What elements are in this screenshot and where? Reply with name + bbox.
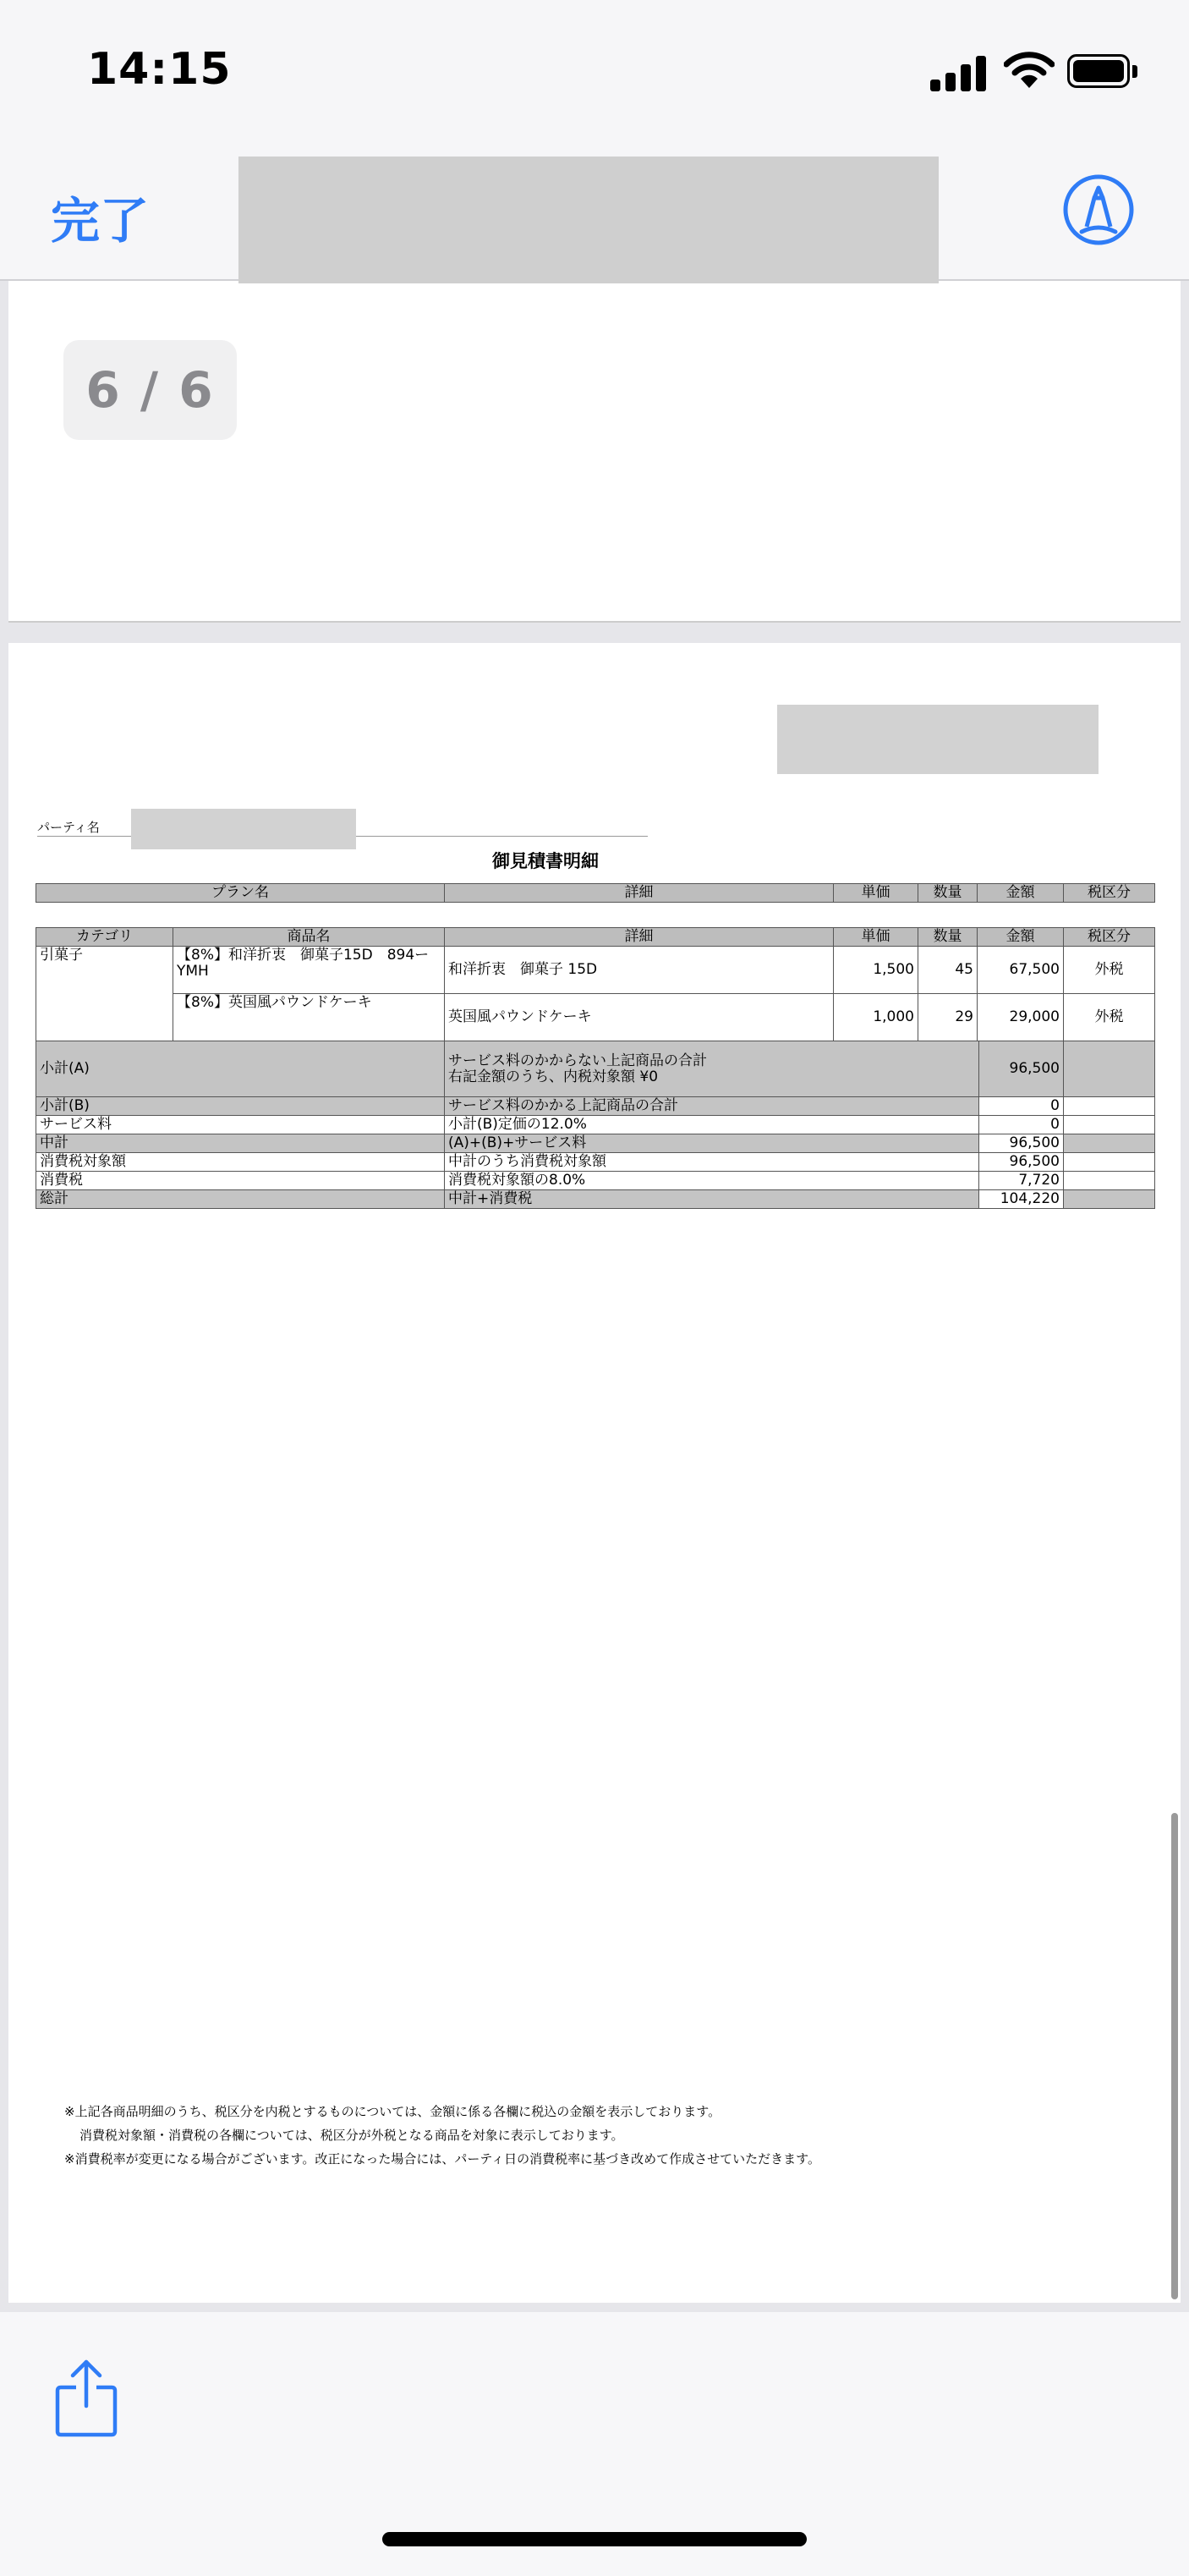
- header-quantity: 数量: [918, 928, 978, 947]
- summary-row-grand-total: [36, 1190, 1155, 1209]
- summary-row-midtotal: [36, 1134, 1155, 1153]
- note-line: ※消費税率が変更になる場合がございます。改正になった場合には、パーティ日の消費税率に基づき改めて作成させていただきます。: [64, 2151, 820, 2167]
- header-unit-price: 単価: [834, 928, 918, 947]
- battery-icon: [1067, 54, 1140, 90]
- summary-detail: 消費税対象額の8.0%: [445, 1172, 979, 1190]
- summary-label: 総計: [36, 1190, 445, 1209]
- item-table: [36, 927, 1155, 1041]
- summary-label: 中計: [36, 1134, 445, 1153]
- summary-blank: [1064, 1097, 1155, 1116]
- unit-price-cell: 1,000: [834, 994, 918, 1041]
- summary-detail: 小計(B)定価の12.0%: [445, 1116, 979, 1134]
- detail-cell: 英国風パウンドケーキ: [445, 994, 834, 1041]
- table-row: [36, 994, 1155, 1041]
- amount-cell: 29,000: [978, 994, 1064, 1041]
- pdf-page-current: [8, 643, 1181, 2303]
- header-tax-type: 税区分: [1064, 928, 1155, 947]
- summary-amount: 96,500: [979, 1041, 1064, 1097]
- header-category: カテゴリ: [36, 928, 173, 947]
- share-icon[interactable]: [54, 2357, 118, 2438]
- summary-blank: [1064, 1134, 1155, 1153]
- note-line: ※上記各商品明細のうち、税区分を内税とするものについては、金額に係る各欄に税込の金額を表示しております。: [64, 2104, 721, 2119]
- page-indicator: 6 / 6: [63, 340, 237, 440]
- header-unit-price: 単価: [834, 884, 918, 903]
- summary-amount: 7,720: [979, 1172, 1064, 1190]
- category-cell: 引菓子: [36, 947, 173, 1041]
- done-button[interactable]: 完了: [51, 192, 150, 250]
- summary-row-tax: [36, 1172, 1155, 1190]
- notes: [64, 2100, 820, 2171]
- markup-pen-icon[interactable]: [1061, 173, 1136, 247]
- header-item-name: 商品名: [173, 928, 445, 947]
- logo-redacted-area: [777, 705, 1099, 774]
- header-detail: 詳細: [445, 928, 834, 947]
- scrollbar-thumb[interactable]: [1171, 1813, 1178, 2299]
- detail-cell: 和洋折衷 御菓子 15D: [445, 947, 834, 994]
- quantity-cell: 45: [918, 947, 978, 994]
- party-label: パーティ名: [37, 820, 100, 835]
- summary-amount: 104,220: [979, 1190, 1064, 1209]
- pdf-page-previous: [8, 281, 1181, 623]
- unit-price-cell: 1,500: [834, 947, 918, 994]
- header-plan-name: プラン名: [36, 884, 445, 903]
- header-quantity: 数量: [918, 884, 978, 903]
- summary-detail: 中計+消費税: [445, 1190, 979, 1209]
- summary-row-service-fee: [36, 1116, 1155, 1134]
- summary-detail: サービス料のかかる上記商品の合計: [445, 1097, 979, 1116]
- home-indicator: [382, 2532, 807, 2546]
- summary-blank: [1064, 1190, 1155, 1209]
- note-line: 消費税対象額・消費税の各欄については、税区分が外税となる商品を対象に表示しております。: [79, 2128, 624, 2143]
- summary-detail-line: サービス料のかからない上記商品の合計: [448, 1052, 707, 1069]
- summary-label: 消費税対象額: [36, 1153, 445, 1172]
- document-title: 御見積書明細: [492, 851, 599, 871]
- header-detail: 詳細: [445, 884, 834, 903]
- summary-detail: 中計のうち消費税対象額: [445, 1153, 979, 1172]
- header-tax-type: 税区分: [1064, 884, 1155, 903]
- tax-type-cell: 外税: [1064, 994, 1155, 1041]
- item-name-cell: 【8%】和洋折衷 御菓子15D 894ーYMH: [173, 947, 445, 994]
- summary-row-taxable: [36, 1153, 1155, 1172]
- summary-blank: [1064, 1153, 1155, 1172]
- wifi-icon: [1004, 51, 1055, 90]
- summary-blank: [1064, 1116, 1155, 1134]
- summary-detail: [445, 1041, 979, 1097]
- summary-label: サービス料: [36, 1116, 445, 1134]
- title-redacted-area: [238, 157, 939, 283]
- summary-amount: 96,500: [979, 1134, 1064, 1153]
- summary-row-subtotal-a: [36, 1041, 1155, 1097]
- summary-blank: [1064, 1172, 1155, 1190]
- header-amount: 金額: [978, 928, 1064, 947]
- cellular-signal-icon: [930, 54, 988, 91]
- status-bar: [0, 0, 1189, 144]
- plan-header-table: [36, 883, 1155, 903]
- summary-label: 小計(A): [36, 1041, 445, 1097]
- summary-label: 小計(B): [36, 1097, 445, 1116]
- summary-detail: (A)+(B)+サービス料: [445, 1134, 979, 1153]
- nav-bar: [0, 144, 1189, 281]
- status-time: 14:15: [87, 44, 232, 95]
- summary-detail-line: 右記金額のうち、内税対象額 ¥0: [448, 1068, 659, 1085]
- party-name-redacted: [131, 809, 356, 849]
- header-amount: 金額: [978, 884, 1064, 903]
- summary-row-subtotal-b: [36, 1097, 1155, 1116]
- summary-table: [36, 1041, 1155, 1209]
- summary-label: 消費税: [36, 1172, 445, 1190]
- table-row: [36, 947, 1155, 994]
- item-name-cell: 【8%】英国風パウンドケーキ: [173, 994, 445, 1041]
- quantity-cell: 29: [918, 994, 978, 1041]
- summary-amount: 0: [979, 1116, 1064, 1134]
- tax-type-cell: 外税: [1064, 947, 1155, 994]
- amount-cell: 67,500: [978, 947, 1064, 994]
- summary-amount: 96,500: [979, 1153, 1064, 1172]
- summary-blank: [1064, 1041, 1155, 1097]
- summary-amount: 0: [979, 1097, 1064, 1116]
